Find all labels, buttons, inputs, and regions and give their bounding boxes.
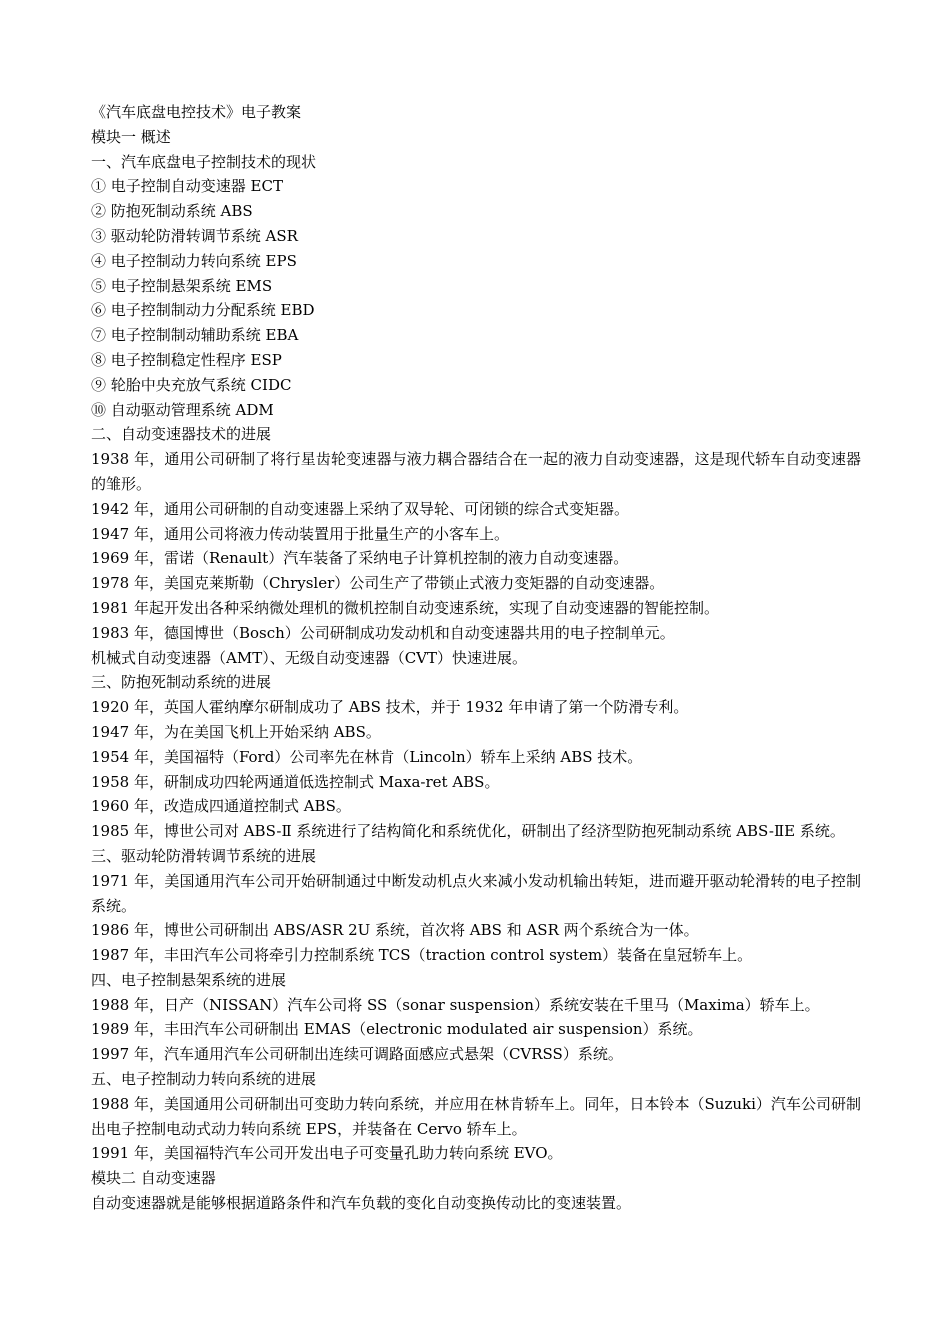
paragraph: 1985 年，博世公司对 ABS-Ⅱ 系统进行了结构简化和系统优化，研制出了经济型防抱死制动系统 ABS-ⅡE 系统。 — [91, 822, 845, 841]
document-body — [91, 100, 861, 1216]
list-item: ⑤ 电子控制悬架系统 EMS — [91, 276, 273, 295]
module-heading: 模块二 自动变速器 — [91, 1169, 216, 1188]
paragraph: 1997 年，汽车通用汽车公司研制出连续可调路面感应式悬架（CVRSS）系统。 — [91, 1045, 623, 1064]
document-title: 《汽车底盘电控技术》电子教案 — [91, 103, 302, 121]
section-heading: 三、驱动轮防滑转调节系统的进展 — [91, 846, 317, 865]
paragraph: 1987 年，丰田汽车公司将牵引力控制系统 TCS（traction control system）装备在皇冠轿车上。 — [91, 946, 753, 965]
paragraph: 1988 年，美国通用公司研制出可变助力转向系统，并应用在林肯轿车上。同年，日本铃本（Suzuki）汽车公司研制出电子控制电动式动力转向系统 EPS，并装备在 Cervo 轿车上。 — [91, 1094, 861, 1138]
paragraph: 1978 年，美国克莱斯勒（Chrysler）公司生产了带锁止式液力变矩器的自动变速器。 — [91, 574, 665, 593]
list-item: ⑨ 轮胎中央充放气系统 CIDC — [91, 375, 292, 394]
list-item: ① 电子控制自动变速器 ECT — [91, 177, 283, 196]
section-heading: 一、汽车底盘电子控制技术的现状 — [91, 152, 317, 171]
list-item: ② 防抱死制动系统 ABS — [91, 202, 253, 221]
list-item: ③ 驱动轮防滑转调节系统 ASR — [91, 226, 298, 245]
paragraph: 1958 年，研制成功四轮两通道低选控制式 Maxa-ret ABS。 — [91, 772, 500, 791]
paragraph: 1954 年，美国福特（Ford）公司率先在林肯（Lincoln）轿车上采纳 ABS 技术。 — [91, 747, 643, 766]
paragraph: 1947 年，通用公司将液力传动装置用于批量生产的小客车上。 — [91, 524, 509, 543]
paragraph: 1991 年，美国福特汽车公司开发出电子可变量孔助力转向系统 EVO。 — [91, 1144, 563, 1163]
paragraph: 1971 年，美国通用汽车公司开始研制通过中断发动机点火来减小发动机输出转矩，进而避开驱动轮滑转的电子控制系统。 — [91, 871, 861, 915]
paragraph: 自动变速器就是能够根据道路条件和汽车负载的变化自动变换传动比的变速装置。 — [91, 1194, 632, 1213]
paragraph: 机械式自动变速器（AMT）、无级自动变速器（CVT）快速进展。 — [91, 648, 528, 667]
list-item: ⑩ 自动驱动管理系统 ADM — [91, 400, 274, 419]
paragraph: 1981 年起开发出各种采纳微处理机的微机控制自动变速系统，实现了自动变速器的智能控制。 — [91, 598, 719, 617]
list-item: ④ 电子控制动力转向系统 EPS — [91, 251, 297, 270]
paragraph: 1969 年，雷诺（Renault）汽车装备了采纳电子计算机控制的液力自动变速器。 — [91, 549, 629, 568]
paragraph: 1947 年，为在美国飞机上开始采纳 ABS。 — [91, 722, 381, 741]
list-item: ⑦ 电子控制制动辅助系统 EBA — [91, 326, 299, 345]
paragraph: 1988 年，日产（NISSAN）汽车公司将 SS（sonar suspension）系统安装在千里马（Maxima）轿车上。 — [91, 995, 820, 1014]
list-item: ⑥ 电子控制制动力分配系统 EBD — [91, 301, 315, 320]
paragraph: 1960 年，改造成四通道控制式 ABS。 — [91, 797, 351, 816]
section-heading: 三、防抱死制动系统的进展 — [91, 673, 272, 692]
paragraph: 1920 年，英国人霍纳摩尔研制成功了 ABS 技术，并于 1932 年申请了第一个防滑专利。 — [91, 698, 689, 717]
section-heading: 二、自动变速器技术的进展 — [91, 425, 272, 444]
paragraph: 1986 年，博世公司研制出 ABS/ASR 2U 系统，首次将 ABS 和 ASR 两个系统合为一体。 — [91, 921, 699, 940]
paragraph: 1983 年，德国博世（Bosch）公司研制成功发动机和自动变速器共用的电子控制单元。 — [91, 623, 675, 642]
paragraph: 1938 年，通用公司研制了将行星齿轮变速器与液力耦合器结合在一起的液力自动变速器，这是现代轿车自动变速器的雏形。 — [91, 450, 861, 493]
list-item: ⑧ 电子控制稳定性程序 ESP — [91, 350, 282, 369]
section-heading: 四、电子控制悬架系统的进展 — [91, 970, 287, 989]
paragraph: 1989 年，丰田汽车公司研制出 EMAS（electronic modulated air suspension）系统。 — [91, 1020, 703, 1039]
module-heading: 模块一 概述 — [91, 127, 171, 146]
section-heading: 五、电子控制动力转向系统的进展 — [91, 1070, 317, 1089]
paragraph: 1942 年，通用公司研制的自动变速器上采纳了双导轮、可闭锁的综合式变矩器。 — [91, 499, 629, 518]
